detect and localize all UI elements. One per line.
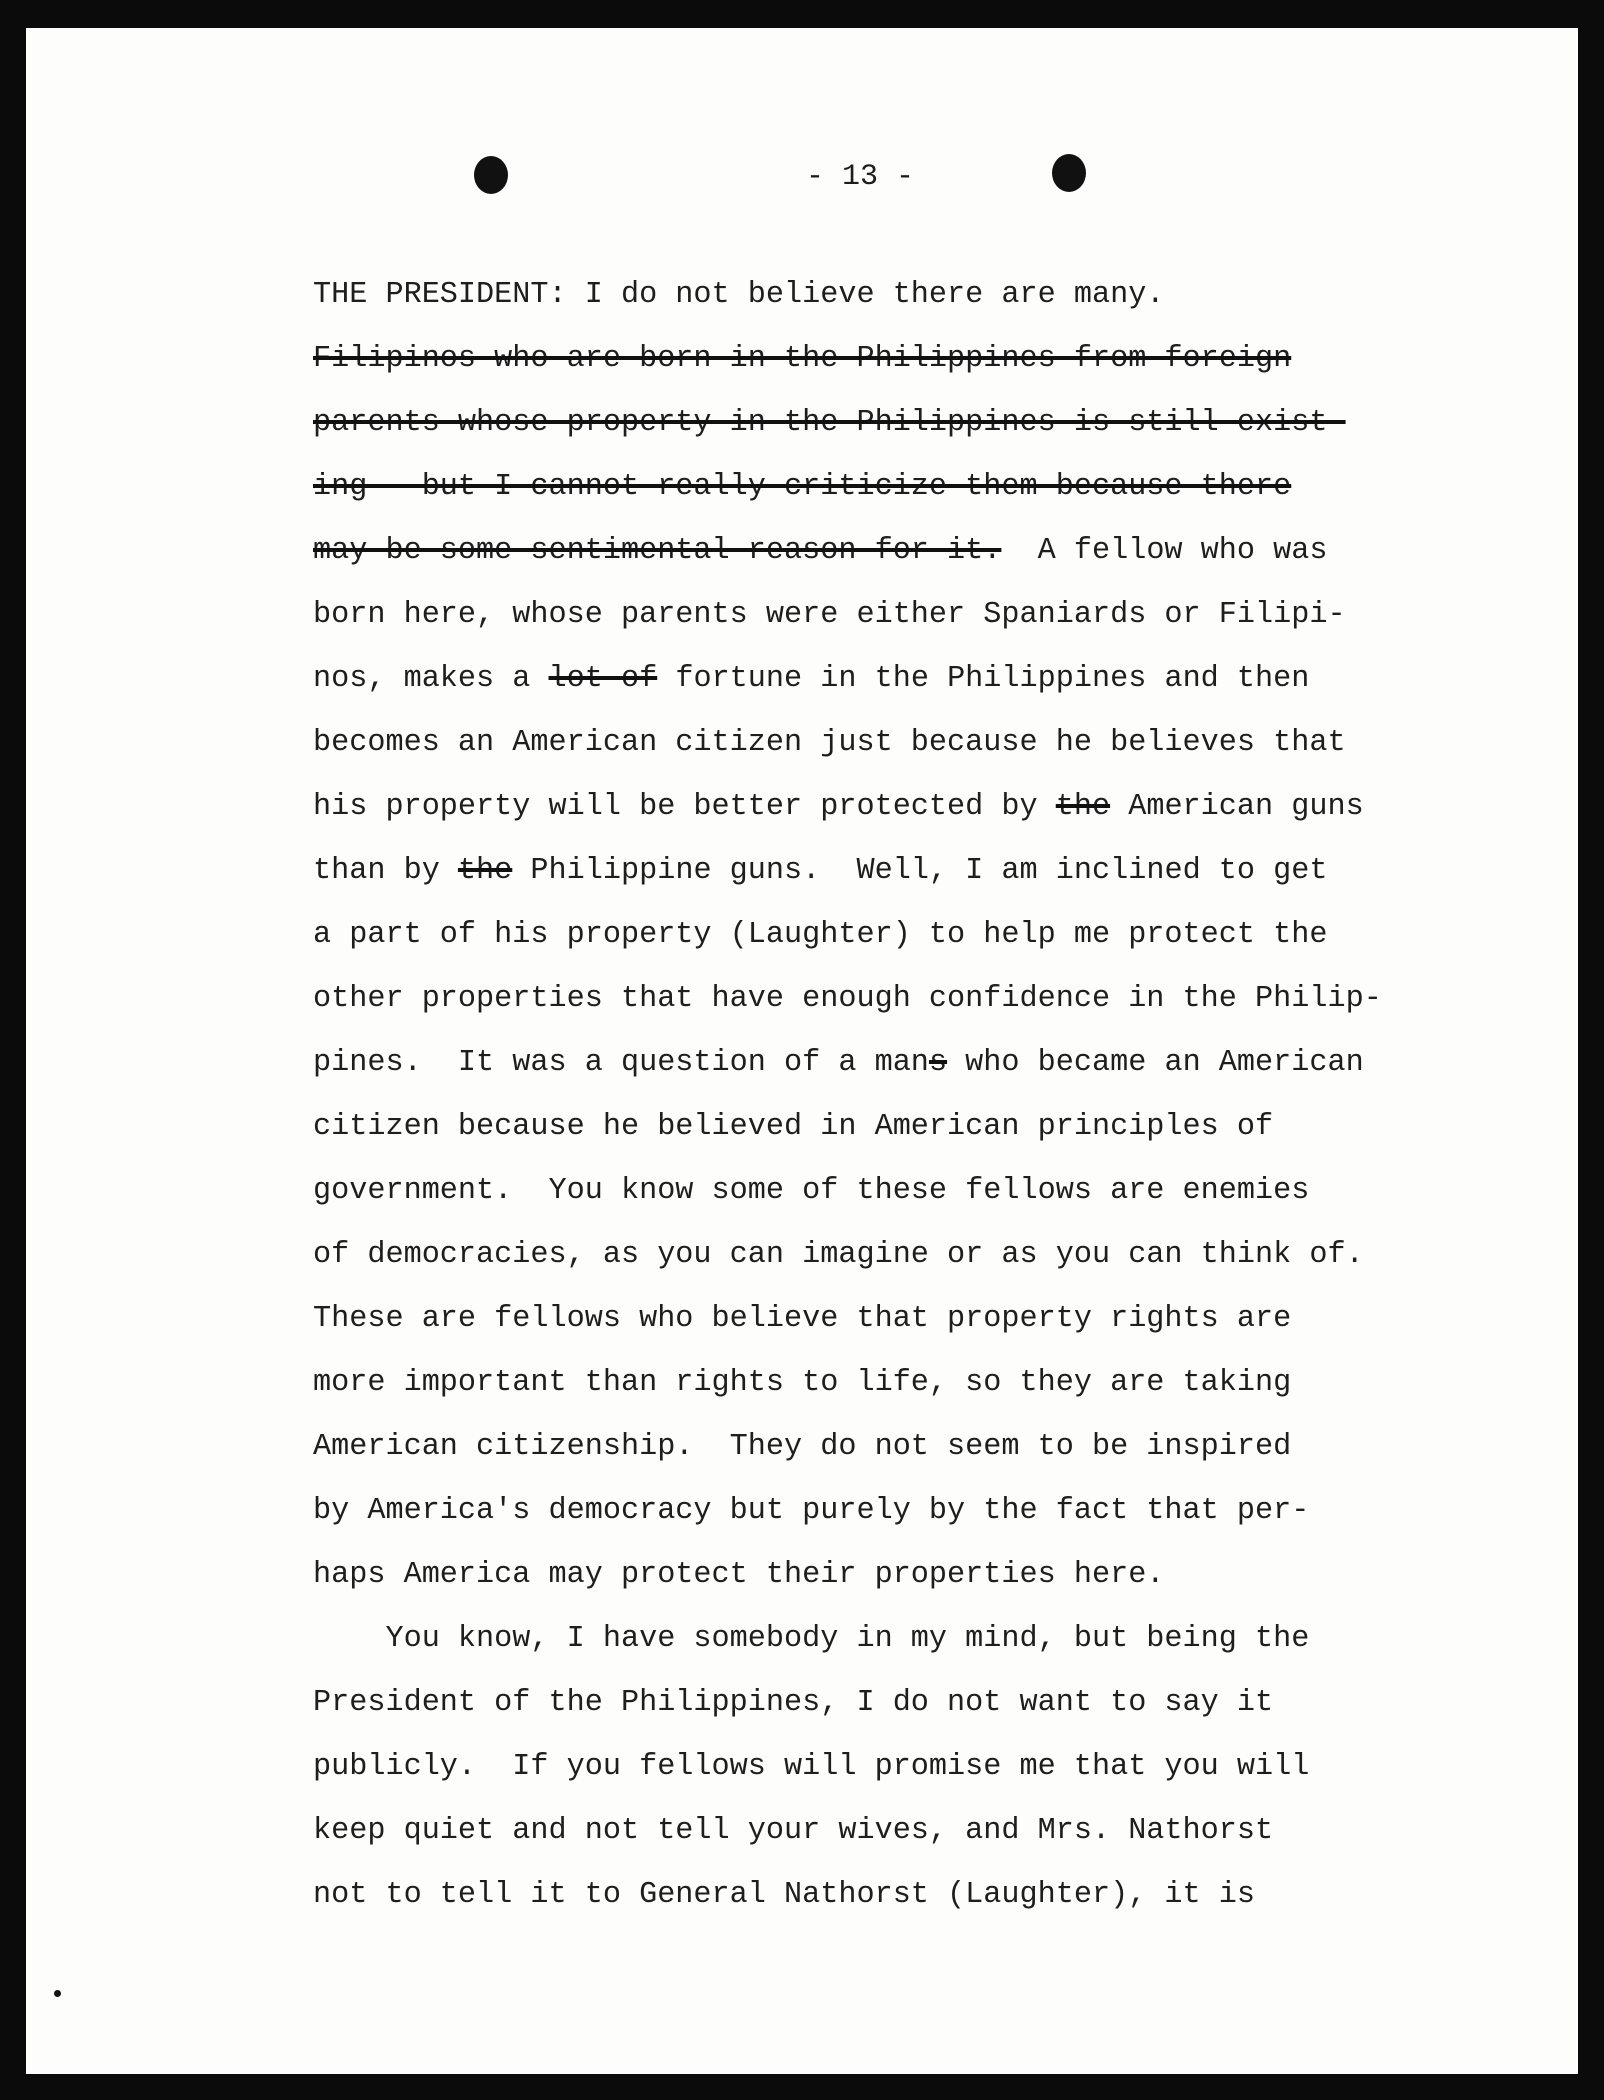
text-line: These are fellows who believe that property rights are xyxy=(313,1302,1292,1336)
text-line: more important than rights to life, so they are taking xyxy=(313,1366,1292,1400)
struck-text: s xyxy=(928,1046,948,1080)
text-line: American citizenship. They do not seem to be inspired xyxy=(313,1430,1292,1464)
text-line: haps America may protect their properties here. xyxy=(313,1558,1165,1592)
text-line: THE PRESIDENT: I do not believe there are many. xyxy=(313,278,1165,312)
text-line: publicly. If you fellows will promise me that you will xyxy=(313,1750,1310,1784)
struck-text: ing - but I cannot really criticize them because there xyxy=(313,470,1292,504)
text-line: citizen because he believed in American principles of xyxy=(313,1110,1274,1144)
text-line: nos, makes a lot of fortune in the Philippines and then xyxy=(313,662,1310,696)
struck-text: parents whose property in the Philippines is still exist- xyxy=(313,406,1346,440)
text-line xyxy=(313,403,1346,443)
text-line: may be some sentimental reason for it. A fellow who was xyxy=(313,534,1328,568)
punch-hole-left xyxy=(474,156,508,194)
text-line: becomes an American citizen just because he believes that xyxy=(313,726,1346,760)
text-line: other properties that have enough confidence in the Philip- xyxy=(313,982,1382,1016)
text-line: his property will be better protected by the American guns xyxy=(313,790,1364,824)
text-line: President of the Philippines, I do not want to say it xyxy=(313,1686,1274,1720)
page-number: - 13 - xyxy=(806,160,915,194)
text-line: than by the Philippine guns. Well, I am inclined to get xyxy=(313,854,1328,888)
text-line: born here, whose parents were either Spaniards or Filipi- xyxy=(313,598,1346,632)
punch-hole-right xyxy=(1052,154,1086,192)
text-line xyxy=(313,339,1291,379)
text-line: pines. It was a question of a mans who became an American xyxy=(313,1046,1364,1080)
ink-speck xyxy=(54,1990,61,1997)
struck-text: the xyxy=(457,854,513,888)
text-line: keep quiet and not tell your wives, and Mrs. Nathorst xyxy=(313,1814,1274,1848)
text-line: not to tell it to General Nathorst (Laughter), it is xyxy=(313,1878,1256,1912)
text-line: You know, I have somebody in my mind, but being the xyxy=(313,1622,1310,1656)
text-line: a part of his property (Laughter) to help me protect the xyxy=(313,918,1328,952)
struck-text: Filipinos who are born in the Philippines from foreign xyxy=(313,342,1292,376)
document-page xyxy=(26,28,1578,2074)
text-line xyxy=(313,467,1291,507)
text-line: by America's democracy but purely by the fact that per- xyxy=(313,1494,1310,1528)
struck-text: may be some sentimental reason for it. xyxy=(313,534,1002,568)
struck-text: the xyxy=(1055,790,1111,824)
text-line: government. You know some of these fellows are enemies xyxy=(313,1174,1310,1208)
struck-text: lot of xyxy=(548,662,658,696)
text-line: of democracies, as you can imagine or as you can think of. xyxy=(313,1238,1364,1272)
